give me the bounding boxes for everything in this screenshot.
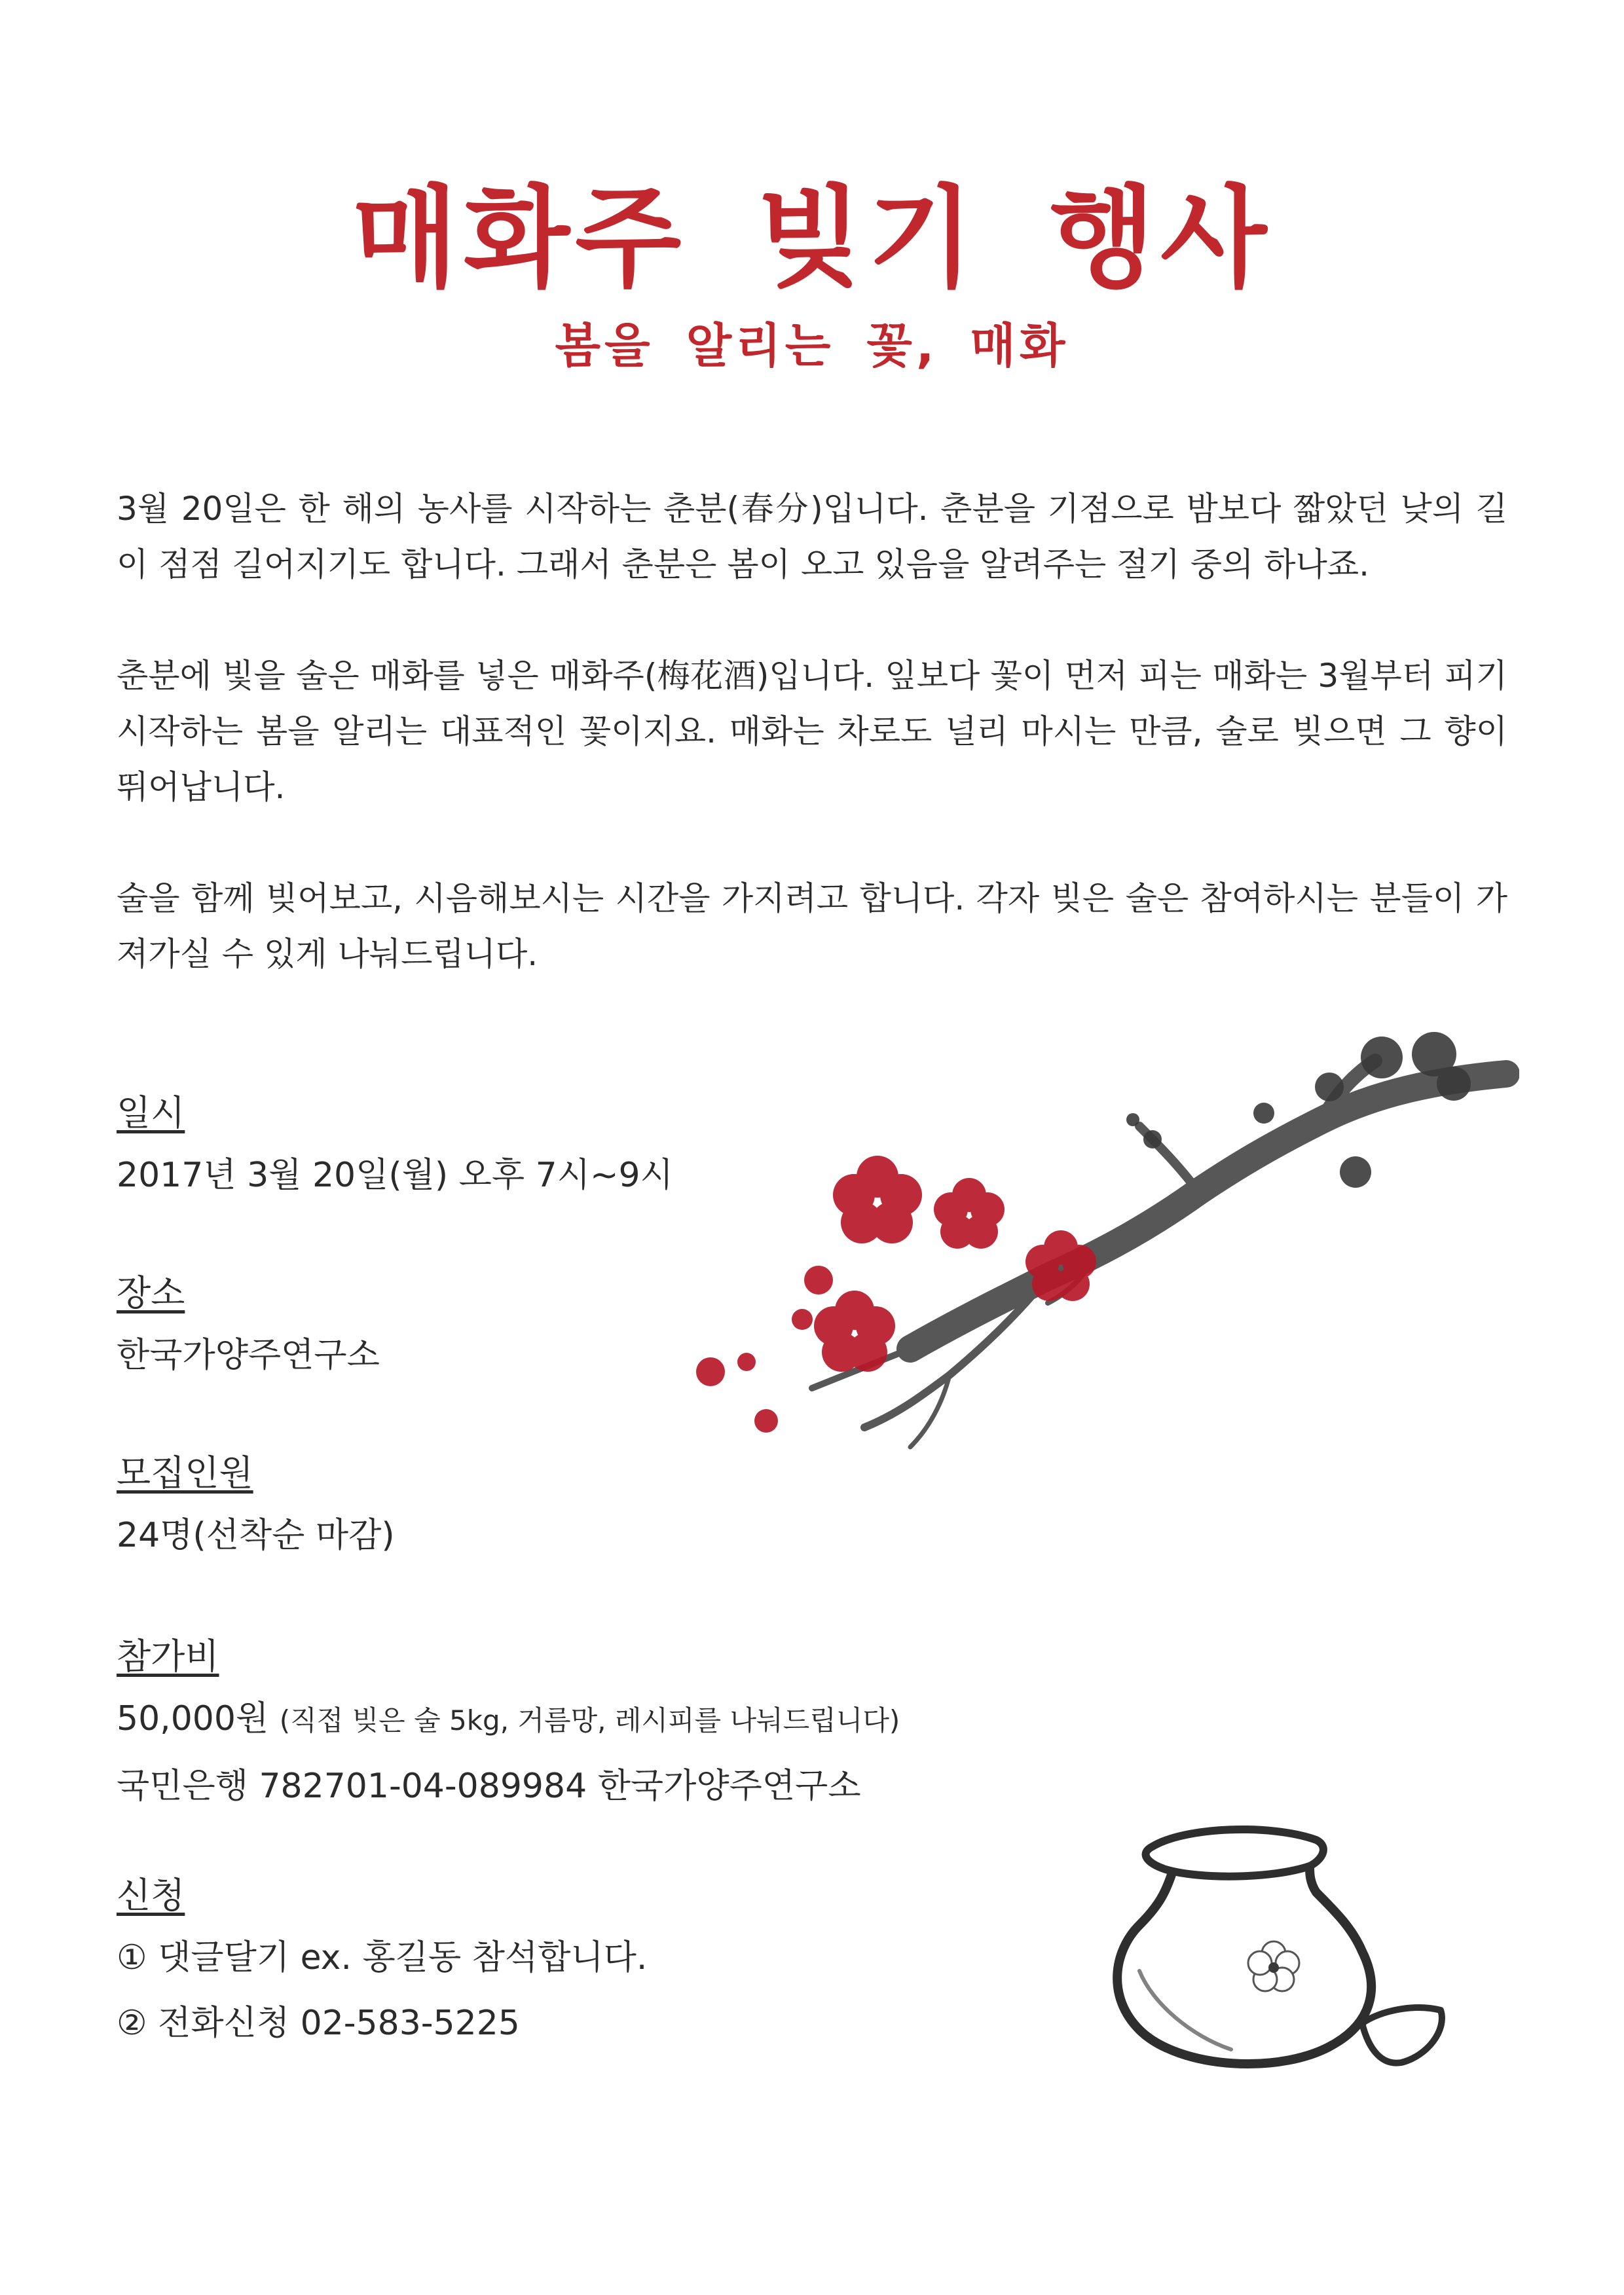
date-heading: 일시 bbox=[117, 1092, 185, 1133]
intro-paragraph-2: 춘분에 빛을 술은 매화를 넣은 매화주(梅花酒)입니다. 잎보다 꽃이 먼저 피는 매화는 3월부터 피기 시작하는 봄을 알리는 대표적인 꽃이지요. 매화는 차로도 널리 마시는 만큼, 술로 빚으면 그 향이 뛰어납니다. bbox=[117, 657, 1507, 806]
quota-heading: 모집인원 bbox=[117, 1452, 253, 1494]
fee-note: (직접 빚은 술 5kg, 거름망, 레시피를 나눠드립니다) bbox=[279, 1704, 900, 1736]
apply-option-phone: ② 전화신청 02-583-5225 bbox=[117, 2004, 520, 2043]
event-subtitle: 봄을 알리는 꽃, 매화 bbox=[555, 318, 1069, 373]
intro-paragraph-1: 3월 20일은 한 해의 농사를 시작하는 춘분(春分)입니다. 춘분을 기점으로 밤보다 짧았던 낮의 길이 점점 길어지기도 합니다. 그래서 춘분은 봄이 오고 있음을 알려주는 절기 중의 하나죠. bbox=[117, 490, 1507, 583]
place-heading: 장소 bbox=[117, 1272, 185, 1313]
intro-paragraph-3: 술을 함께 빚어보고, 시음해보시는 시간을 가지려고 합니다. 각자 빚은 술은 참여하시는 분들이 가져가실 수 있게 나눠드립니다. bbox=[117, 879, 1507, 973]
fee-line bbox=[117, 1689, 1099, 1750]
fee-amount: 50,000원 bbox=[117, 1699, 269, 1738]
liquor-jar-illustration bbox=[1100, 1807, 1454, 2095]
plum-blossom-branch-illustration bbox=[681, 995, 1519, 1493]
bank-account: 국민은행 782701-04-089984 한국가양주연구소 bbox=[117, 1767, 861, 1806]
date-value: 2017년 3월 20일(월) 오후 7시~9시 bbox=[117, 1156, 673, 1195]
fee-section bbox=[117, 1630, 1099, 1816]
apply-section bbox=[117, 1869, 1099, 2053]
quota-value: 24명(선착순 마감) bbox=[117, 1516, 395, 1555]
apply-heading: 신청 bbox=[117, 1875, 185, 1916]
fee-heading: 참가비 bbox=[117, 1636, 219, 1677]
place-value: 한국가양주연구소 bbox=[117, 1336, 380, 1375]
place-section bbox=[117, 1267, 1099, 1385]
apply-option-comment: ① 댓글달기 ex. 홍길동 참석합니다. bbox=[117, 1938, 648, 1977]
event-title: 매화주 빚기 행사 bbox=[352, 174, 1272, 303]
date-section bbox=[117, 1087, 1099, 1205]
quota-section bbox=[117, 1447, 1099, 1565]
